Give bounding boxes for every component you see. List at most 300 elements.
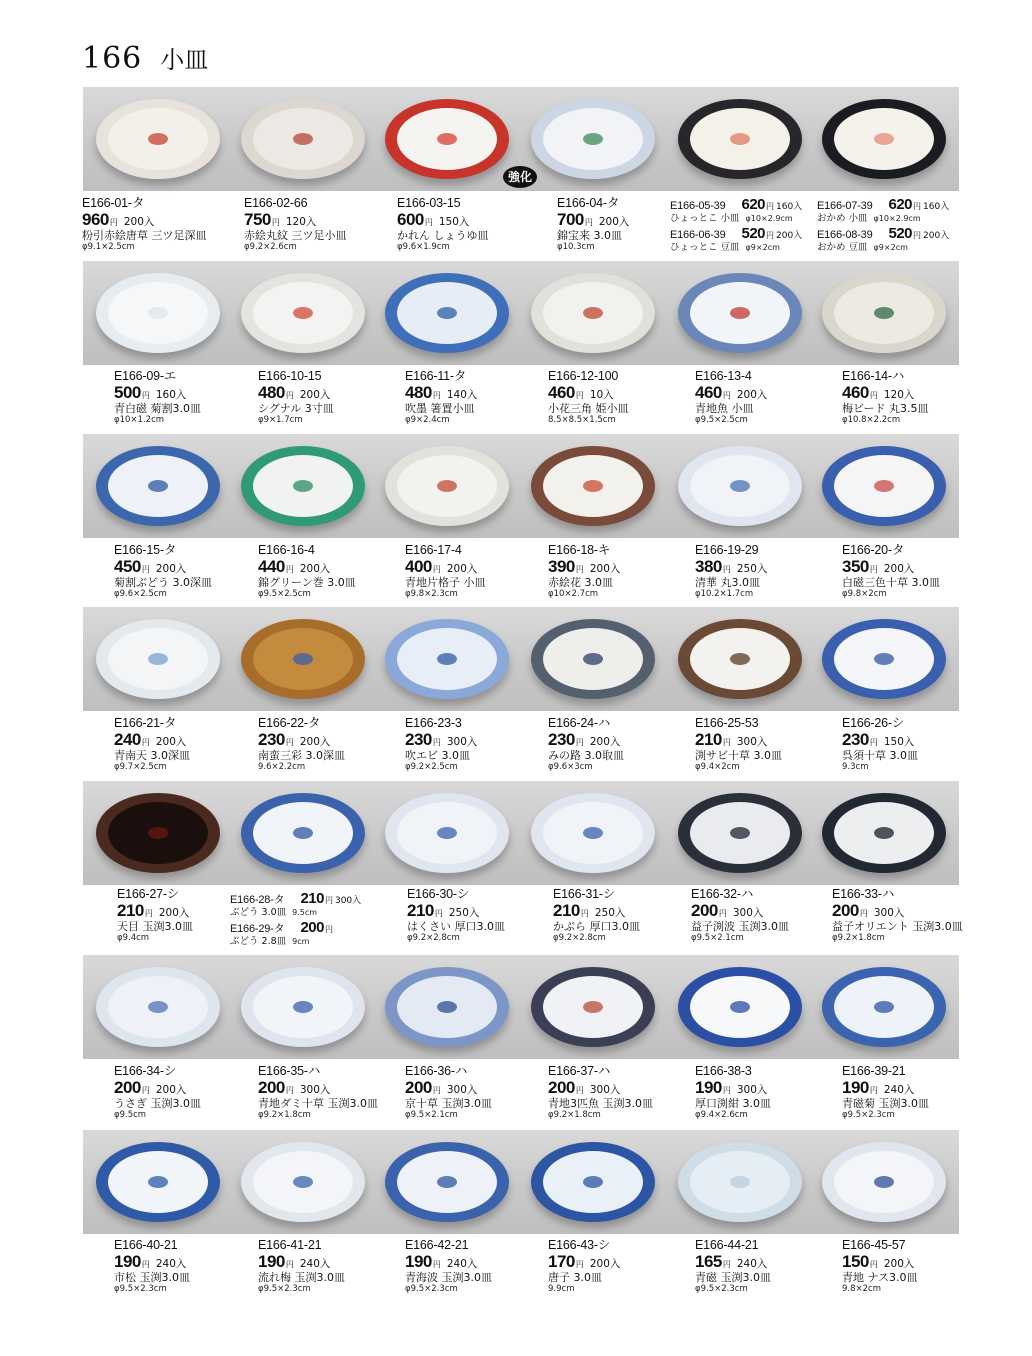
product-price: 480 (405, 383, 432, 403)
yen-label: 円 (285, 565, 294, 575)
product-size: φ9.5×2.1cm (691, 932, 744, 943)
plate-motif (874, 133, 894, 145)
product-name: 益子渕波 玉渕3.0皿 (691, 919, 789, 933)
yen-label: 円 (575, 1086, 584, 1096)
product-name: 青磁 玉渕3.0皿 (695, 1270, 771, 1284)
product-price: 200 (691, 901, 718, 921)
product-price: 230 (842, 730, 869, 750)
pack-quantity: 200入 (155, 1084, 187, 1097)
product-size: φ9.5×2.3cm (258, 1283, 311, 1294)
plate-image (385, 273, 509, 353)
product-size: 9.9cm (548, 1283, 575, 1294)
product-name: 小花三角 姫小皿 (548, 401, 629, 415)
plate-image (385, 793, 509, 873)
product-price: 230 (548, 730, 575, 750)
plate-image (678, 273, 802, 353)
plate-image (385, 99, 509, 179)
yen-label: 円 (722, 1260, 731, 1270)
product-name: ぶどう 2.8皿 (230, 936, 287, 948)
plate-image (385, 1142, 509, 1222)
pack-quantity: 240入 (446, 1258, 478, 1271)
pack-quantity: 300入 (299, 1084, 331, 1097)
product-code: E166-19-29 (695, 543, 759, 557)
product-price: 520 (888, 225, 913, 243)
product-code: E166-36-ハ (405, 1064, 468, 1078)
plate-image (385, 446, 509, 526)
product-name: おかめ 小皿 (817, 213, 868, 225)
product-code: E166-40-21 (114, 1238, 178, 1252)
price-wrap (300, 890, 362, 907)
product-item (548, 543, 688, 599)
product-item (114, 543, 254, 599)
yen-label: 円 (869, 391, 878, 401)
plate-image (678, 446, 802, 526)
pack-quantity: 200入 (299, 389, 331, 402)
pack-quantity: 300入 (873, 907, 905, 920)
product-name: 青地ダミ十草 玉渕3.0皿 (258, 1096, 378, 1110)
plate-motif (148, 307, 168, 319)
yen-label: 円 (722, 1086, 731, 1096)
product-code: E166-37-ハ (548, 1064, 611, 1078)
product-item (114, 716, 254, 772)
price-line (114, 1078, 254, 1098)
product-name: 吹墨 箸置小皿 (405, 401, 475, 415)
product-item (832, 887, 972, 943)
plate-image (678, 619, 802, 699)
pack-quantity: 200入 (123, 216, 155, 229)
yen-label: 円 (141, 738, 150, 748)
plate-image (822, 99, 946, 179)
product-price: 200 (300, 919, 324, 937)
price-line (405, 730, 545, 750)
yen-label: 円 (141, 565, 150, 575)
pack-quantity: 200入 (155, 563, 187, 576)
pack-quantity: 160入 (155, 389, 187, 402)
plate-image (96, 619, 220, 699)
product-size: φ9×1.7cm (258, 414, 303, 425)
plate-motif (730, 480, 750, 492)
pack-quantity: 250入 (594, 907, 626, 920)
pack-quantity: 250入 (736, 563, 768, 576)
product-name: 粉引赤絵唐草 三ツ足深皿 (82, 228, 207, 242)
pack-quantity: 200入 (155, 736, 187, 749)
product-item (82, 196, 222, 252)
product-name: 青地魚 小皿 (695, 401, 754, 415)
product-size: 9.3cm (842, 761, 869, 772)
product-code: E166-35-ハ (258, 1064, 321, 1078)
product-size: φ9.8×2cm (842, 588, 887, 599)
yen-label: 円 (722, 391, 731, 401)
product-item (258, 543, 398, 599)
product-price: 210 (300, 890, 324, 907)
yen-label: 円 (285, 1260, 294, 1270)
plate-image (385, 619, 509, 699)
plate-motif (730, 307, 750, 319)
price-line (114, 1252, 254, 1272)
product-price: 600 (397, 210, 424, 230)
plate-image (822, 619, 946, 699)
yen-label: 円 (722, 565, 731, 575)
price-line (114, 730, 254, 750)
product-price: 390 (548, 557, 575, 577)
yen-label: 円 (432, 565, 441, 575)
product-size: φ10×2.9cm (745, 214, 793, 224)
plate-image (241, 273, 365, 353)
plate-image (822, 793, 946, 873)
plate-motif (583, 653, 603, 665)
plate-image (96, 967, 220, 1047)
yen-label: 円 (324, 925, 333, 935)
price-line (832, 901, 972, 921)
pack-quantity: 200入 (923, 231, 950, 242)
product-price: 620 (888, 196, 913, 213)
price-line (842, 383, 982, 403)
yen-label: 円 (575, 1260, 584, 1270)
plate-motif (437, 1176, 457, 1188)
pack-quantity: 200入 (299, 736, 331, 749)
plate-motif (148, 1176, 168, 1188)
product-price: 200 (548, 1078, 575, 1098)
product-item-pair (670, 196, 802, 254)
price-line (258, 730, 398, 750)
product-size: 9.5cm (292, 908, 318, 918)
plate-image (96, 99, 220, 179)
reinforced-badge: 強化 (503, 166, 537, 188)
product-item (114, 1238, 254, 1294)
yen-label: 円 (144, 909, 153, 919)
product-price: 190 (842, 1078, 869, 1098)
plate-motif (874, 307, 894, 319)
product-name: 市松 玉渕3.0皿 (114, 1270, 190, 1284)
product-price: 240 (114, 730, 141, 750)
product-item (695, 543, 835, 599)
pack-quantity: 240入 (299, 1258, 331, 1271)
product-name: 青南天 3.0深皿 (114, 748, 190, 762)
product-price: 750 (244, 210, 271, 230)
product-code: E166-15-タ (114, 543, 177, 557)
pair-line-head (230, 890, 361, 907)
price-line (548, 383, 688, 403)
product-name: 青白磁 菊割3.0皿 (114, 401, 201, 415)
product-code: E166-17-4 (405, 543, 462, 557)
product-size: φ9.5cm (114, 1109, 147, 1120)
price-line (842, 730, 982, 750)
product-code: E166-11-タ (405, 369, 467, 383)
product-price: 170 (548, 1252, 575, 1272)
plate-motif (437, 1001, 457, 1013)
price-line (82, 210, 222, 230)
product-name: 益子オリエント 玉渕3.0皿 (832, 919, 963, 933)
product-size: φ9.4×2.6cm (695, 1109, 748, 1120)
pack-quantity: 200入 (589, 563, 621, 576)
product-size: φ9.5×2.3cm (405, 1283, 458, 1294)
product-code: E166-06-39 (670, 229, 726, 242)
plate-motif (293, 1176, 313, 1188)
product-name: 吹エビ 3.0皿 (405, 748, 470, 762)
product-size: 9.6×2.2cm (258, 761, 306, 772)
pair-line-head (670, 196, 802, 213)
product-price: 480 (258, 383, 285, 403)
plate-image (822, 1142, 946, 1222)
pack-quantity: 120入 (883, 389, 915, 402)
product-item (114, 1064, 254, 1120)
yen-label: 円 (869, 565, 878, 575)
product-size: φ9.5×2.5cm (258, 588, 311, 599)
product-size: φ9.6×1.9cm (397, 241, 450, 252)
pack-quantity: 160入 (923, 202, 950, 212)
pack-quantity: 200入 (883, 563, 915, 576)
price-line (405, 557, 545, 577)
plate-motif (583, 827, 603, 839)
product-name: 厚口渕紺 3.0皿 (695, 1096, 771, 1110)
product-item (258, 369, 398, 425)
plate-motif (730, 827, 750, 839)
pack-quantity: 120入 (285, 216, 317, 229)
product-price: 520 (741, 225, 766, 243)
yen-label: 円 (432, 1260, 441, 1270)
product-price: 230 (258, 730, 285, 750)
plate-motif (293, 307, 313, 319)
product-name: ひょっとこ 豆皿 (670, 242, 740, 254)
yen-label: 円 (324, 896, 333, 905)
product-price: 230 (405, 730, 432, 750)
product-size: 9.8×2cm (842, 1283, 882, 1294)
product-price: 190 (114, 1252, 141, 1272)
page-header (82, 40, 208, 76)
plate-image (531, 99, 655, 179)
product-code: E166-32-ハ (691, 887, 754, 901)
product-price: 210 (695, 730, 722, 750)
product-code: E166-26-シ (842, 716, 905, 730)
plate-image (531, 619, 655, 699)
product-code: E166-43-シ (548, 1238, 611, 1252)
yen-label: 円 (584, 218, 593, 228)
product-size: φ10.2×1.7cm (695, 588, 754, 599)
product-size: φ9×2cm (873, 243, 908, 253)
plate-motif (730, 133, 750, 145)
product-item (405, 369, 545, 425)
price-line (244, 210, 384, 230)
product-name: 流れ梅 玉渕3.0皿 (258, 1270, 345, 1284)
product-price: 350 (842, 557, 869, 577)
yen-label: 円 (580, 909, 589, 919)
product-name: はくさい 厚口3.0皿 (407, 919, 505, 933)
page-number: 166 (82, 41, 143, 76)
yen-label: 円 (271, 218, 280, 228)
product-item (695, 369, 835, 425)
product-item (548, 369, 688, 425)
product-size: φ10×2.9cm (873, 214, 921, 224)
product-code: E166-30-シ (407, 887, 470, 901)
product-name: ぶどう 3.0皿 (230, 907, 287, 919)
plate-image (241, 619, 365, 699)
yen-label: 円 (434, 909, 443, 919)
product-size: φ9×2.4cm (405, 414, 450, 425)
plate-motif (583, 307, 603, 319)
product-item (405, 1238, 545, 1294)
plate-motif (583, 1001, 603, 1013)
product-price: 620 (741, 196, 766, 213)
product-code: E166-21-タ (114, 716, 177, 730)
product-size: φ9.1×2.5cm (82, 241, 135, 252)
product-item (695, 1064, 835, 1120)
yen-label: 円 (109, 218, 118, 228)
pack-quantity: 200入 (446, 563, 478, 576)
product-size: φ9.5×2.1cm (405, 1109, 458, 1120)
price-line (405, 1078, 545, 1098)
product-price: 460 (842, 383, 869, 403)
product-size: φ9.6×3cm (548, 761, 593, 772)
product-size: φ9.5×2.3cm (842, 1109, 895, 1120)
plate-motif (437, 307, 457, 319)
product-item (114, 369, 254, 425)
plate-image (241, 1142, 365, 1222)
price-line (695, 1078, 835, 1098)
product-item-pair (230, 890, 361, 948)
pair-line-detail (230, 907, 361, 919)
pack-quantity: 200入 (883, 1258, 915, 1271)
product-item (548, 716, 688, 772)
plate-motif (437, 653, 457, 665)
price-line (695, 730, 835, 750)
product-name: 青地片格子 小皿 (405, 575, 486, 589)
product-size: φ9.2×1.8cm (548, 1109, 601, 1120)
product-size: φ10.3cm (557, 241, 595, 252)
product-price: 165 (695, 1252, 722, 1272)
plate-motif (874, 653, 894, 665)
product-price: 200 (114, 1078, 141, 1098)
yen-label: 円 (722, 738, 731, 748)
product-size: 9cm (292, 937, 310, 947)
price-wrap (888, 196, 950, 213)
product-price: 210 (117, 901, 144, 921)
plate-image (822, 273, 946, 353)
pack-quantity: 300入 (736, 1084, 768, 1097)
product-item (842, 543, 982, 599)
product-size: φ9.7×2.5cm (114, 761, 167, 772)
yen-label: 円 (141, 1086, 150, 1096)
price-line (405, 383, 545, 403)
product-name: 青地3匹魚 玉渕3.0皿 (548, 1096, 653, 1110)
product-name: 南蛮三彩 3.0深皿 (258, 748, 345, 762)
product-name: 錦宝来 3.0皿 (557, 228, 622, 242)
plate-motif (730, 653, 750, 665)
product-name: うさぎ 玉渕3.0皿 (114, 1096, 201, 1110)
price-wrap (741, 196, 803, 213)
product-code: E166-28-タ (230, 894, 285, 906)
product-size: φ9.5×2.3cm (114, 1283, 167, 1294)
plate-image (678, 1142, 802, 1222)
plate-motif (293, 1001, 313, 1013)
plate-image (241, 793, 365, 873)
pair-line-detail (670, 213, 802, 225)
product-size: φ9.5×2.3cm (695, 1283, 748, 1294)
plate-image (96, 1142, 220, 1222)
product-item (258, 1238, 398, 1294)
price-wrap (741, 225, 803, 243)
yen-label: 円 (718, 909, 727, 919)
plate-image (822, 446, 946, 526)
plate-image (241, 967, 365, 1047)
plate-image (241, 446, 365, 526)
product-name: かぶら 厚口3.0皿 (553, 919, 640, 933)
plate-motif (293, 653, 313, 665)
pack-quantity: 200入 (589, 736, 621, 749)
product-code: E166-07-39 (817, 200, 873, 212)
yen-label: 円 (913, 231, 922, 241)
product-item (695, 716, 835, 772)
price-line (548, 557, 688, 577)
product-code: E166-34-シ (114, 1064, 177, 1078)
yen-label: 円 (766, 202, 775, 211)
product-name: 京十草 玉渕3.0皿 (405, 1096, 492, 1110)
product-size: φ10.8×2.2cm (842, 414, 901, 425)
plate-motif (874, 827, 894, 839)
plate-image (822, 967, 946, 1047)
product-code: E166-12-100 (548, 369, 619, 383)
price-line (695, 1252, 835, 1272)
price-line (691, 901, 831, 921)
plate-motif (437, 133, 457, 145)
yen-label: 円 (432, 738, 441, 748)
yen-label: 円 (432, 391, 441, 401)
product-item (842, 1064, 982, 1120)
product-item-pair (817, 196, 949, 254)
yen-label: 円 (424, 218, 433, 228)
product-price: 460 (695, 383, 722, 403)
product-size: φ9.4cm (117, 932, 150, 943)
yen-label: 円 (141, 391, 150, 401)
product-price: 200 (405, 1078, 432, 1098)
price-wrap (300, 919, 333, 937)
pack-quantity: 200入 (598, 216, 630, 229)
product-price: 500 (114, 383, 141, 403)
plate-image (531, 793, 655, 873)
plate-motif (148, 1001, 168, 1013)
product-name: かれん しょうゆ皿 (397, 228, 489, 242)
product-code: E166-09-エ (114, 369, 177, 383)
yen-label: 円 (859, 909, 868, 919)
plate-image (678, 793, 802, 873)
plate-motif (583, 1176, 603, 1188)
plate-motif (730, 1001, 750, 1013)
product-price: 150 (842, 1252, 869, 1272)
product-code: E166-27-シ (117, 887, 180, 901)
plate-motif (293, 480, 313, 492)
product-item (842, 1238, 982, 1294)
product-size: φ10×2.7cm (548, 588, 599, 599)
product-item (405, 1064, 545, 1120)
plate-image (678, 967, 802, 1047)
product-code: E166-44-21 (695, 1238, 759, 1252)
yen-label: 円 (285, 391, 294, 401)
pack-quantity: 240入 (883, 1084, 915, 1097)
product-code: E166-18-キ (548, 543, 611, 557)
plate-image (678, 99, 802, 179)
yen-label: 円 (285, 1086, 294, 1096)
plate-motif (730, 1176, 750, 1188)
product-name: 唐子 3.0皿 (548, 1270, 602, 1284)
yen-label: 円 (913, 202, 922, 211)
product-code: E166-14-ハ (842, 369, 905, 383)
product-code: E166-13-4 (695, 369, 752, 383)
pack-quantity: 240入 (155, 1258, 187, 1271)
product-size: φ9×2cm (745, 243, 780, 253)
product-item (405, 543, 545, 599)
price-line (407, 901, 547, 921)
product-name: みの路 3.0取皿 (548, 748, 624, 762)
product-name: ひょっとこ 小皿 (670, 213, 740, 225)
